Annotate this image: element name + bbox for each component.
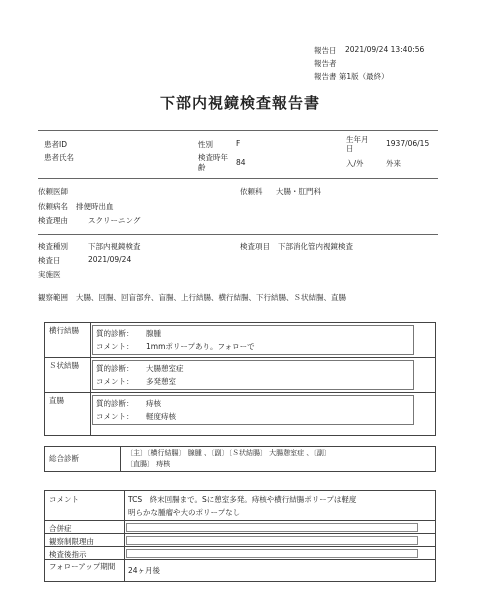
- exam-item-value: 下部消化管内視鏡検査: [278, 242, 353, 251]
- followup-label: フォローアップ期間: [49, 562, 116, 571]
- inout-label: 入/外: [346, 159, 364, 168]
- followup-value: 24ヶ月後: [128, 566, 161, 575]
- comment-value: 多発憩室: [146, 377, 176, 386]
- dept-label: 依頼科: [240, 187, 263, 196]
- disease-label: 依頼病名: [38, 202, 68, 211]
- summary-line-1: 〔主〕〔横行結腸〕 腺腫 、〔副〕〔Ｓ状結腸〕 大腸憩室症 、〔副〕: [126, 449, 331, 457]
- qualitative-label: 質的診断：: [96, 329, 134, 338]
- age-value: 84: [236, 158, 246, 167]
- report-date-label: 報告日: [314, 46, 337, 55]
- comment-label: コメント：: [96, 342, 134, 351]
- qualitative-value: 腺腫: [146, 329, 161, 338]
- exam-date-label: 検査日: [38, 256, 61, 265]
- reporter-label: 報告者: [314, 59, 337, 68]
- patient-id-label: 患者ID: [44, 140, 67, 149]
- comment-section-label: コメント: [49, 495, 79, 504]
- table-row-divider: [44, 533, 435, 534]
- comment-line-1: TCS 終末回腸まで。Sに憩室多発。痔核や横行結腸ポリープは軽度: [128, 495, 357, 504]
- divider: [38, 130, 438, 131]
- qualitative-label: 質的診断：: [96, 364, 134, 373]
- finding-site: 横行結腸: [49, 326, 79, 335]
- finding-detail: [92, 395, 414, 425]
- table-row-divider: [44, 392, 435, 393]
- qualitative-value: 痔核: [146, 399, 161, 408]
- requesting-doctor-label: 依頼医師: [38, 187, 68, 196]
- complication-label: 合併症: [49, 524, 72, 533]
- table-row-divider: [44, 559, 435, 560]
- sex-value: F: [236, 139, 241, 148]
- divider: [38, 178, 438, 179]
- instruction-field: [126, 549, 418, 558]
- finding-site: Ｓ状結腸: [49, 361, 79, 370]
- dept-value: 大腸・肛門科: [276, 187, 321, 196]
- inout-value: 外来: [386, 159, 401, 168]
- complication-field: [126, 523, 418, 532]
- report-version: 報告書 第1版（最終）: [314, 72, 389, 81]
- qualitative-label: 質的診断：: [96, 399, 134, 408]
- age-label: 検査時年齢: [198, 153, 228, 172]
- instruction-label: 検査後指示: [49, 550, 87, 559]
- observation-value: 大腸、回腸、回盲部弁、盲腸、上行結腸、横行結腸、下行結腸、Ｓ状結腸、直腸: [76, 293, 346, 302]
- summary-line-2: 〔直腸〕 痔核: [126, 460, 171, 468]
- exam-item-label: 検査項目: [240, 242, 270, 251]
- performing-doctor-label: 実施医: [38, 270, 61, 279]
- exam-type-value: 下部内視鏡検査: [88, 242, 141, 251]
- finding-site: 直腸: [49, 396, 64, 405]
- comment-value: 1mmポリープあり。フォローで: [146, 342, 255, 351]
- exam-date-value: 2021/09/24: [88, 255, 132, 264]
- summary-label: 総合診断: [49, 454, 79, 463]
- dob-label: 生年月日: [346, 135, 369, 153]
- table-divider: [124, 490, 125, 581]
- table-divider: [120, 446, 121, 471]
- restriction-label: 観察制限理由: [49, 537, 94, 546]
- table-row-divider: [44, 546, 435, 547]
- purpose-label: 検査理由: [38, 216, 68, 225]
- disease-value: 排便時出血: [76, 202, 114, 211]
- comment-label: コメント：: [96, 412, 134, 421]
- report-date-value: 2021/09/24 13:40:56: [345, 45, 425, 54]
- patient-name-label: 患者氏名: [44, 153, 74, 162]
- finding-detail: [92, 360, 414, 390]
- purpose-value: スクリーニング: [88, 216, 141, 225]
- exam-type-label: 検査種別: [38, 242, 68, 251]
- restriction-field: [126, 536, 418, 545]
- table-row-divider: [44, 520, 435, 521]
- observation-label: 観察範囲: [38, 293, 68, 302]
- table-row-divider: [44, 357, 435, 358]
- comment-line-2: 明らかな腫瘤や大のポリープなし: [128, 508, 241, 517]
- comment-value: 軽度痔核: [146, 412, 176, 421]
- sex-label: 性別: [198, 140, 213, 149]
- divider: [38, 234, 438, 235]
- comment-label: コメント：: [96, 377, 134, 386]
- table-divider: [90, 322, 91, 435]
- qualitative-value: 大腸憩室症: [146, 364, 184, 373]
- dob-value: 1937/06/15: [386, 139, 430, 148]
- page-title: 下部内視鏡検査報告書: [159, 94, 320, 112]
